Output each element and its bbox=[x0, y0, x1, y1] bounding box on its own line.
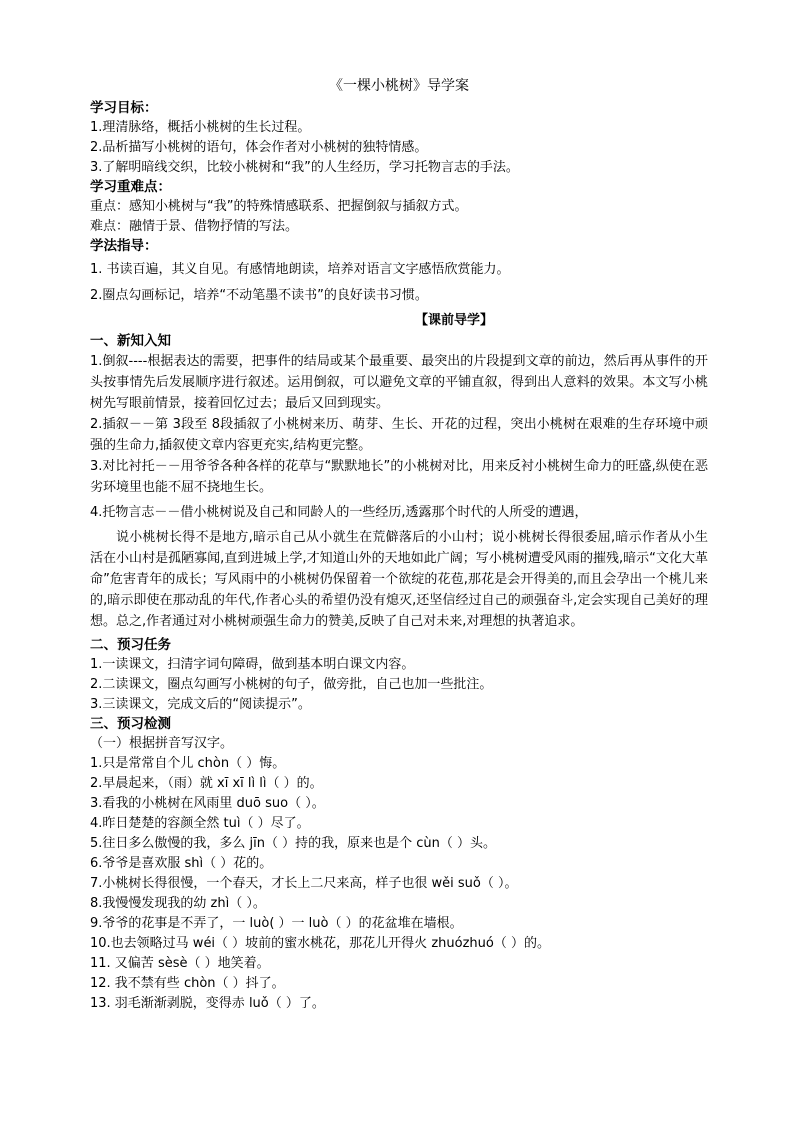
check-item: 1.只是常常自个儿 chòn（ ）悔。 bbox=[90, 756, 286, 771]
check-item: 12. 我不禁有些 chòn（ ）抖了。 bbox=[90, 976, 285, 991]
check-item: 7.小桃树长得很慢，一个春天，才长上二尺来高，样子也很 wěi suǒ（ ）。 bbox=[90, 876, 518, 891]
keypoint-item: 难点：融情于景、借物抒情的写法。 bbox=[90, 219, 299, 234]
section-title: 【课前导学】 bbox=[414, 313, 493, 328]
method-item: 2.圈点勾画标记，培养“不动笔墨不读书”的良好读书习惯。 bbox=[90, 288, 428, 303]
check-heading: 三、预习检测 bbox=[90, 716, 171, 732]
method-item: 1. 书读百遍，其义自见。有感情地朗读，培养对语言文字感悟欣赏能力。 bbox=[90, 262, 510, 277]
method-heading: 学法指导： bbox=[90, 238, 158, 254]
knowledge-contrast: 3.对比衬托－－用爷爷各种各样的花草与“默默地长”的小桃树对比，用来反衬小桃树生命力的旺盛,纵使在恶劣环境里也能不屈不挠地生长。 bbox=[90, 459, 708, 495]
preview-item: 3.三读课文，完成文后的“阅读提示”。 bbox=[90, 697, 311, 712]
check-item: 2.早晨起来，（雨）就 xī xī lì lì（ ）的。 bbox=[90, 776, 323, 791]
knowledge-flashback: 1.倒叙----根据表达的需要，把事件的结局或某个最重要、最突出的片段提到文章的前边，然后再从事件的开头按事情先后发展顺序进行叙述。运用倒叙，可以避免文章的平铺直叙，得到出人意料的效果。本文写小桃树先写眼前情景，接着回忆过去；最后又回到现实。 bbox=[90, 354, 708, 411]
keypoint-item: 重点：感知小桃树与“我”的特殊情感联系、把握倒叙与插叙方式。 bbox=[90, 199, 468, 214]
goals-heading: 学习目标： bbox=[90, 100, 158, 116]
goal-item: 2.品析描写小桃树的语句，体会作者对小桃树的独特情感。 bbox=[90, 140, 428, 155]
check-item: 4.昨日楚楚的容颜全然 tuì（ ）尽了。 bbox=[90, 816, 310, 831]
check-item: 5.往日多么傲慢的我，多么 jīn（ ）持的我，原来也是个 cùn（ ）头。 bbox=[90, 836, 497, 851]
preview-heading: 二、预习任务 bbox=[90, 637, 171, 653]
new-knowledge-heading: 一、新知入知 bbox=[90, 333, 171, 349]
knowledge-insertion: 2.插叙－－第 3段至 8段插叙了小桃树来历、萌芽、生长、开花的过程，突出小桃树在艰难的生存环境中顽强的生命力,插叙使文章内容更充实,结构更完整。 bbox=[90, 417, 708, 453]
check-item: 10.也去领略过马 wéi（ ）坡前的蜜水桃花，那花儿开得火 zhuózhuó（ ）的。 bbox=[90, 936, 550, 951]
check-item: 6.爷爷是喜欢服 shì（ ）花的。 bbox=[90, 856, 273, 871]
check-item: 8.我慢慢发现我的幼 zhì（ ）。 bbox=[90, 896, 266, 911]
keypoints-heading: 学习重难点： bbox=[90, 179, 171, 195]
preview-item: 1.一读课文，扫清字词句障碍，做到基本明白课文内容。 bbox=[90, 657, 415, 672]
knowledge-symbolism: 4.托物言志－－借小桃树说及自己和同龄人的一些经历,透露那个时代的人所受的遭遇， bbox=[90, 505, 588, 520]
knowledge-explanation: 说小桃树长得不是地方,暗示自己从小就生在荒僻落后的小山村；说小桃树长得很委屈,暗示作者从小生活在小山村是孤陋寡闻,直到进城上学,才知道山外的天地如此广阔；写小桃树遭受风雨的摧残,暗示“文化大革命”危害青年的成长；写风雨中的小桃树仍保留着一个欲绽的花苞,那花是会开得美的,而且会孕出一个桃儿来的,暗示即使在那动乱的年代,作者心头的希望仍没有熄灭,还坚信经过自己的顽强奋斗,定会实现自己美好的理想。总之,作者通过对小桃树顽强生命力的赞美,反映了自己对未来,对理想的执著追求。 bbox=[90, 530, 708, 629]
goal-item: 1.理清脉络，概括小桃树的生长过程。 bbox=[90, 120, 311, 135]
document-title: 《一棵小桃树》导学案 bbox=[329, 78, 469, 94]
check-item: 11. 又偏苦 sèsè（ ）地笑着。 bbox=[90, 956, 270, 971]
check-subheading: （一）根据拼音写汉字。 bbox=[90, 736, 234, 751]
check-item: 3.看我的小桃树在风雨里 duō suo（ ）。 bbox=[90, 796, 325, 811]
check-item: 13. 羽毛渐渐剥脱，变得赤 luǒ（ ）了。 bbox=[90, 996, 325, 1011]
check-item: 9.爷爷的花事是不弄了，一 luò( ）一 luò（ ）的花盆堆在墙根。 bbox=[90, 916, 463, 931]
document-page bbox=[90, 76, 708, 1014]
goal-item: 3.了解明暗线交织，比较小桃树和“我”的人生经历，学习托物言志的手法。 bbox=[90, 160, 519, 175]
preview-item: 2.二读课文，圈点勾画写小桃树的句子，做旁批，自己也加一些批注。 bbox=[90, 677, 493, 692]
